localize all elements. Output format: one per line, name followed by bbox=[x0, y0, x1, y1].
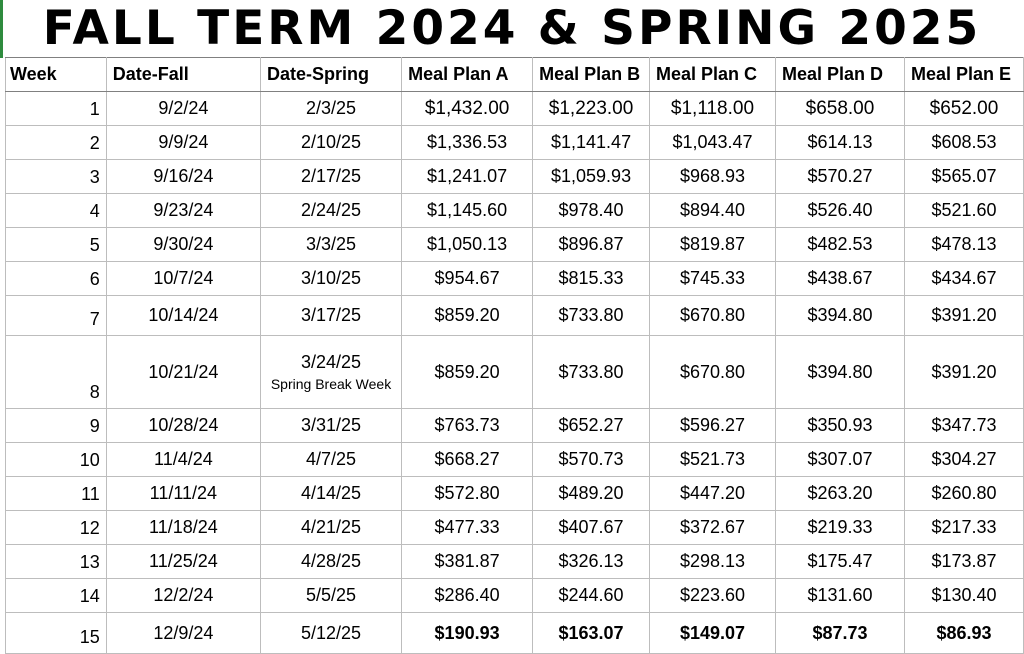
table-row bbox=[6, 228, 1024, 262]
meal-plan-a-cell[interactable]: $668.27 bbox=[402, 443, 533, 477]
meal-plan-a-cell[interactable]: $1,050.13 bbox=[402, 228, 533, 262]
meal-plan-a-cell[interactable]: $477.33 bbox=[402, 511, 533, 545]
date-fall-cell[interactable]: 10/14/24 bbox=[106, 296, 260, 336]
table-row bbox=[6, 613, 1024, 654]
week-cell[interactable]: 2 bbox=[6, 126, 107, 160]
meal-plan-d-cell[interactable]: $219.33 bbox=[775, 511, 904, 545]
date-spring-cell[interactable]: 4/21/25 bbox=[260, 511, 401, 545]
date-spring-cell[interactable]: 3/10/25 bbox=[260, 262, 401, 296]
meal-plan-e-cell[interactable]: $565.07 bbox=[904, 160, 1023, 194]
meal-plan-d-cell[interactable]: $175.47 bbox=[775, 545, 904, 579]
table-row bbox=[6, 262, 1024, 296]
meal-plan-c-cell[interactable]: $223.60 bbox=[650, 579, 776, 613]
week-cell[interactable]: 15 bbox=[6, 613, 107, 654]
meal-plan-b-cell[interactable]: $896.87 bbox=[533, 228, 650, 262]
table-row bbox=[6, 194, 1024, 228]
column-header-meal-plan-a[interactable]: Meal Plan A bbox=[402, 58, 533, 92]
date-spring-cell[interactable]: 2/3/25 bbox=[260, 92, 401, 126]
week-cell[interactable]: 7 bbox=[6, 296, 107, 336]
meal-plan-c-cell[interactable]: $1,118.00 bbox=[650, 92, 776, 126]
meal-plan-e-cell[interactable]: $260.80 bbox=[904, 477, 1023, 511]
week-cell[interactable]: 11 bbox=[6, 477, 107, 511]
date-spring-cell[interactable] bbox=[260, 336, 401, 409]
meal-plan-e-cell[interactable]: $391.20 bbox=[904, 336, 1023, 409]
meal-plan-a-cell[interactable]: $763.73 bbox=[402, 409, 533, 443]
date-spring-cell[interactable]: 2/24/25 bbox=[260, 194, 401, 228]
date-fall-cell[interactable]: 9/16/24 bbox=[106, 160, 260, 194]
week-cell[interactable]: 3 bbox=[6, 160, 107, 194]
date-spring-value: 3/24/25 bbox=[301, 351, 362, 372]
meal-plan-d-cell[interactable]: $482.53 bbox=[775, 228, 904, 262]
meal-plan-d-cell[interactable]: $263.20 bbox=[775, 477, 904, 511]
table-row bbox=[6, 92, 1024, 126]
date-fall-cell[interactable]: 11/25/24 bbox=[106, 545, 260, 579]
date-spring-cell[interactable]: 2/17/25 bbox=[260, 160, 401, 194]
week-cell[interactable]: 12 bbox=[6, 511, 107, 545]
meal-plan-b-cell[interactable]: $326.13 bbox=[533, 545, 650, 579]
table-row bbox=[6, 296, 1024, 336]
table-row bbox=[6, 126, 1024, 160]
date-spring-cell[interactable]: 4/7/25 bbox=[260, 443, 401, 477]
meal-plan-c-cell[interactable]: $596.27 bbox=[650, 409, 776, 443]
meal-plan-a-cell[interactable]: $190.93 bbox=[402, 613, 533, 654]
meal-plan-c-cell[interactable]: $968.93 bbox=[650, 160, 776, 194]
meal-plan-d-cell[interactable]: $526.40 bbox=[775, 194, 904, 228]
column-header-meal-plan-c[interactable]: Meal Plan C bbox=[650, 58, 776, 92]
meal-plan-d-cell[interactable]: $658.00 bbox=[775, 92, 904, 126]
page-title: FALL TERM 2024 & SPRING 2025 bbox=[42, 0, 982, 56]
week-cell[interactable]: 4 bbox=[6, 194, 107, 228]
date-fall-cell[interactable]: 12/9/24 bbox=[106, 613, 260, 654]
week-cell[interactable]: 13 bbox=[6, 545, 107, 579]
date-spring-cell[interactable]: 5/12/25 bbox=[260, 613, 401, 654]
table-body bbox=[6, 92, 1024, 654]
meal-plan-d-cell[interactable]: $570.27 bbox=[775, 160, 904, 194]
meal-plan-c-cell[interactable]: $149.07 bbox=[650, 613, 776, 654]
date-spring-cell[interactable]: 2/10/25 bbox=[260, 126, 401, 160]
meal-plan-d-cell[interactable]: $394.80 bbox=[775, 296, 904, 336]
date-spring-cell[interactable]: 5/5/25 bbox=[260, 579, 401, 613]
meal-plan-a-cell[interactable]: $1,145.60 bbox=[402, 194, 533, 228]
week-cell[interactable]: 9 bbox=[6, 409, 107, 443]
column-header-meal-plan-d[interactable]: Meal Plan D bbox=[775, 58, 904, 92]
table-row bbox=[6, 443, 1024, 477]
meal-plan-a-cell[interactable]: $859.20 bbox=[402, 336, 533, 409]
date-spring-cell[interactable]: 4/28/25 bbox=[260, 545, 401, 579]
column-header-week[interactable]: Week bbox=[6, 58, 107, 92]
meal-plan-b-cell[interactable]: $733.80 bbox=[533, 336, 650, 409]
meal-plan-e-cell[interactable]: $478.13 bbox=[904, 228, 1023, 262]
week-cell[interactable]: 14 bbox=[6, 579, 107, 613]
meal-plan-b-cell[interactable]: $978.40 bbox=[533, 194, 650, 228]
meal-plan-b-cell[interactable]: $1,059.93 bbox=[533, 160, 650, 194]
meal-plan-c-cell[interactable]: $372.67 bbox=[650, 511, 776, 545]
date-fall-cell[interactable]: 10/21/24 bbox=[106, 336, 260, 409]
week-cell[interactable]: 8 bbox=[6, 336, 107, 409]
date-spring-cell[interactable]: 4/14/25 bbox=[260, 477, 401, 511]
date-spring-cell[interactable]: 3/31/25 bbox=[260, 409, 401, 443]
meal-plan-e-cell[interactable]: $391.20 bbox=[904, 296, 1023, 336]
meal-plan-d-cell[interactable]: $614.13 bbox=[775, 126, 904, 160]
meal-plan-a-cell[interactable]: $381.87 bbox=[402, 545, 533, 579]
meal-plan-c-cell[interactable]: $745.33 bbox=[650, 262, 776, 296]
date-fall-cell[interactable]: 9/2/24 bbox=[106, 92, 260, 126]
week-cell[interactable]: 10 bbox=[6, 443, 107, 477]
column-header-date-fall[interactable]: Date-Fall bbox=[106, 58, 260, 92]
meal-plan-d-cell[interactable]: $394.80 bbox=[775, 336, 904, 409]
spring-break-note: Spring Break Week bbox=[270, 376, 392, 393]
meal-plan-e-cell[interactable]: $608.53 bbox=[904, 126, 1023, 160]
meal-plan-c-cell[interactable]: $447.20 bbox=[650, 477, 776, 511]
meal-plan-e-cell[interactable]: $434.67 bbox=[904, 262, 1023, 296]
meal-plan-a-cell[interactable]: $859.20 bbox=[402, 296, 533, 336]
table-row bbox=[6, 545, 1024, 579]
meal-plan-b-cell[interactable]: $570.73 bbox=[533, 443, 650, 477]
week-cell[interactable]: 6 bbox=[6, 262, 107, 296]
meal-plan-b-cell[interactable]: $652.27 bbox=[533, 409, 650, 443]
meal-plan-b-cell[interactable]: $407.67 bbox=[533, 511, 650, 545]
week-cell[interactable]: 1 bbox=[6, 92, 107, 126]
meal-plan-b-cell[interactable]: $489.20 bbox=[533, 477, 650, 511]
meal-plan-a-cell[interactable]: $954.67 bbox=[402, 262, 533, 296]
meal-plan-b-cell[interactable]: $163.07 bbox=[533, 613, 650, 654]
meal-plan-e-cell[interactable]: $86.93 bbox=[904, 613, 1023, 654]
meal-plan-d-cell[interactable]: $131.60 bbox=[775, 579, 904, 613]
meal-plan-c-cell[interactable]: $670.80 bbox=[650, 336, 776, 409]
meal-plan-d-cell[interactable]: $438.67 bbox=[775, 262, 904, 296]
meal-plan-d-cell[interactable]: $307.07 bbox=[775, 443, 904, 477]
date-fall-cell[interactable]: 11/11/24 bbox=[106, 477, 260, 511]
date-fall-cell[interactable]: 11/4/24 bbox=[106, 443, 260, 477]
table-row bbox=[6, 336, 1024, 409]
meal-plan-a-cell[interactable]: $286.40 bbox=[402, 579, 533, 613]
meal-plan-e-cell[interactable]: $173.87 bbox=[904, 545, 1023, 579]
date-spring-cell[interactable]: 3/3/25 bbox=[260, 228, 401, 262]
date-fall-cell[interactable]: 12/2/24 bbox=[106, 579, 260, 613]
meal-plan-b-cell[interactable]: $733.80 bbox=[533, 296, 650, 336]
table-row bbox=[6, 579, 1024, 613]
meal-plan-e-cell[interactable]: $347.73 bbox=[904, 409, 1023, 443]
column-header-date-spring[interactable]: Date-Spring bbox=[260, 58, 401, 92]
meal-plan-d-cell[interactable]: $350.93 bbox=[775, 409, 904, 443]
meal-plan-e-cell[interactable]: $130.40 bbox=[904, 579, 1023, 613]
meal-plan-table bbox=[5, 57, 1024, 654]
column-header-meal-plan-e[interactable]: Meal Plan E bbox=[904, 58, 1023, 92]
date-fall-cell[interactable]: 9/23/24 bbox=[106, 194, 260, 228]
meal-plan-e-cell[interactable]: $217.33 bbox=[904, 511, 1023, 545]
table-row bbox=[6, 477, 1024, 511]
column-header-meal-plan-b[interactable]: Meal Plan B bbox=[533, 58, 650, 92]
meal-plan-c-cell[interactable]: $1,043.47 bbox=[650, 126, 776, 160]
table-row bbox=[6, 511, 1024, 545]
meal-plan-b-cell[interactable]: $1,141.47 bbox=[533, 126, 650, 160]
week-cell[interactable]: 5 bbox=[6, 228, 107, 262]
date-fall-cell[interactable]: 9/9/24 bbox=[106, 126, 260, 160]
meal-plan-e-cell[interactable]: $304.27 bbox=[904, 443, 1023, 477]
meal-plan-c-cell[interactable]: $670.80 bbox=[650, 296, 776, 336]
meal-plan-a-cell[interactable]: $572.80 bbox=[402, 477, 533, 511]
meal-plan-d-cell[interactable]: $87.73 bbox=[775, 613, 904, 654]
date-spring-cell[interactable]: 3/17/25 bbox=[260, 296, 401, 336]
meal-plan-b-cell[interactable]: $1,223.00 bbox=[533, 92, 650, 126]
meal-plan-a-cell[interactable]: $1,241.07 bbox=[402, 160, 533, 194]
table-row bbox=[6, 160, 1024, 194]
meal-plan-c-cell[interactable]: $298.13 bbox=[650, 545, 776, 579]
date-fall-cell[interactable]: 9/30/24 bbox=[106, 228, 260, 262]
date-fall-cell[interactable]: 10/7/24 bbox=[106, 262, 260, 296]
meal-plan-c-cell[interactable]: $894.40 bbox=[650, 194, 776, 228]
header-row bbox=[6, 58, 1024, 92]
meal-plan-e-cell[interactable]: $521.60 bbox=[904, 194, 1023, 228]
meal-plan-b-cell[interactable]: $244.60 bbox=[533, 579, 650, 613]
meal-plan-e-cell[interactable]: $652.00 bbox=[904, 92, 1023, 126]
table-row bbox=[6, 409, 1024, 443]
date-fall-cell[interactable]: 11/18/24 bbox=[106, 511, 260, 545]
meal-plan-b-cell[interactable]: $815.33 bbox=[533, 262, 650, 296]
meal-plan-c-cell[interactable]: $819.87 bbox=[650, 228, 776, 262]
date-fall-cell[interactable]: 10/28/24 bbox=[106, 409, 260, 443]
meal-plan-a-cell[interactable]: $1,336.53 bbox=[402, 126, 533, 160]
meal-plan-a-cell[interactable]: $1,432.00 bbox=[402, 92, 533, 126]
meal-plan-c-cell[interactable]: $521.73 bbox=[650, 443, 776, 477]
